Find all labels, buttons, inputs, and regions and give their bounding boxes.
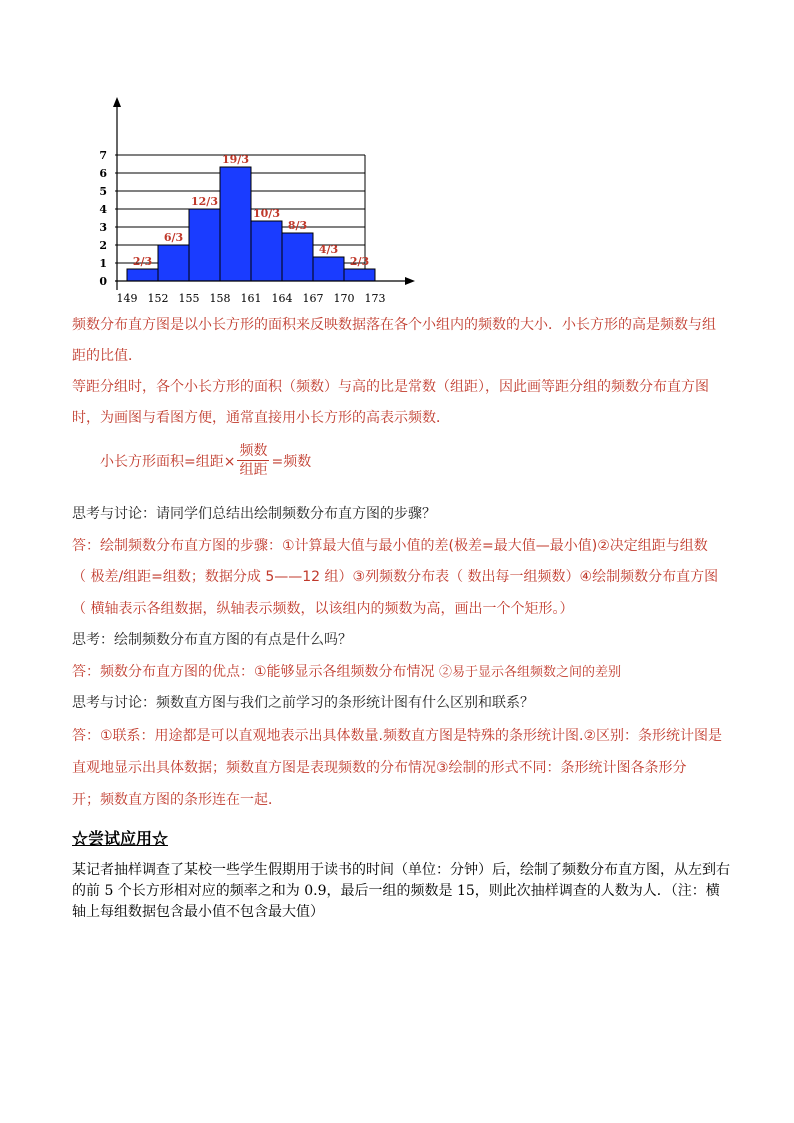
practice-question: 某记者抽样调查了某校一些学生假期用于读书的时间（单位：分钟）后，绘制了频数分布直方图，从左到右的前 5 个长方形相对应的频率之和为 0.9，最后一组的频数是 15，则此次抽样调查的人数为人．（注：横轴上每组数据包含最小值不包含最大值） xyxy=(72,862,730,920)
formula-lhs: 小长方形面积=组距× xyxy=(100,453,236,470)
answer-1-line-1: 答：绘制频数分布直方图的步骤：①计算最大值与最小值的差(极差=最大值—最小值)②决定组距与组数 xyxy=(72,538,708,554)
histogram-bar xyxy=(189,209,220,281)
y-tick-label: 4 xyxy=(99,203,107,216)
paragraph-1-line-2: 距的比值． xyxy=(72,348,142,364)
x-tick-label: 152 xyxy=(147,292,169,305)
answer-2-part-1: 答：频数分布直方图的优点：①能够显示各组频数分布情况 xyxy=(72,664,435,680)
formula-rhs: =频数 xyxy=(271,453,312,470)
y-tick-label: 0 xyxy=(99,275,107,288)
paragraph-2-line-2: 时，为画图与看图方便，通常直接用小长方形的高表示频数． xyxy=(72,410,450,426)
section-heading: ☆尝试应用☆ xyxy=(72,829,169,848)
histogram-bar xyxy=(127,269,158,281)
histogram-bar xyxy=(220,167,251,281)
answer-2 xyxy=(72,663,736,682)
histogram-bar xyxy=(251,221,282,281)
answer-1-line-2: （ 极差/组距=组数；数据分成 5——12 组）③列频数分布表（ 数出每一组频数）④绘制频数分布直方图 xyxy=(72,569,719,585)
discussion-question-1: 思考与讨论：请同学们总结出绘制频数分布直方图的步骤？ xyxy=(72,506,436,522)
x-tick-label: 149 xyxy=(116,292,138,305)
answer-1-line-3: （ 横轴表示各组数据，纵轴表示频数，以该组内的频数为高，画出一个个矩形。） xyxy=(72,601,574,617)
frequency-histogram xyxy=(90,95,420,305)
formula-denominator: 组距 xyxy=(239,462,268,478)
x-axis-arrow xyxy=(405,277,415,285)
area-formula xyxy=(100,442,311,486)
bar-data-label: 2/3 xyxy=(349,254,370,268)
bar-data-label: 19/3 xyxy=(222,153,249,167)
x-tick-label: 155 xyxy=(178,292,200,305)
bar-data-label: 4/3 xyxy=(318,243,339,257)
x-tick-label: 167 xyxy=(302,292,324,305)
formula-fraction xyxy=(237,442,269,479)
formula-numerator: 频数 xyxy=(239,443,268,459)
paragraph-2-line-1: 等距分组时，各个小长方形的面积（频数）与高的比是常数（组距），因此画等距分组的频数分布直方图 xyxy=(72,379,709,395)
discussion-question-2: 思考：绘制频数分布直方图的有点是什么吗？ xyxy=(72,632,352,648)
bar-data-label: 8/3 xyxy=(287,218,308,232)
paragraph-1-line-1: 频数分布直方图是以小长方形的面积来反映数据落在各个小组内的频数的大小．小长方形的高是频数与组 xyxy=(72,317,716,333)
x-tick-label: 173 xyxy=(364,292,386,305)
answer-3-line-1: 答：①联系：用途都是可以直观地表示出具体数量.频数直方图是特殊的条形统计图.②区别：条形统计图是 xyxy=(72,728,722,744)
x-tick-label: 158 xyxy=(209,292,231,305)
x-tick-label: 170 xyxy=(333,292,355,305)
bar-data-label: 6/3 xyxy=(163,231,184,244)
discussion-question-3: 思考与讨论：频数直方图与我们之前学习的条形统计图有什么区别和联系？ xyxy=(72,695,534,711)
y-tick-label: 7 xyxy=(99,149,107,162)
y-axis-arrow xyxy=(113,97,121,107)
answer-3-line-3: 开；频数直方图的条形连在一起． xyxy=(72,792,282,808)
bar-data-label: 12/3 xyxy=(191,195,218,208)
y-tick-label: 1 xyxy=(99,257,107,270)
histogram-bar xyxy=(158,245,189,281)
x-tick-label: 164 xyxy=(271,292,293,305)
bar-data-label: 2/3 xyxy=(132,254,153,268)
histogram-bar xyxy=(282,233,313,281)
y-tick-label: 2 xyxy=(99,239,107,252)
y-tick-label: 5 xyxy=(99,185,107,198)
y-tick-label: 6 xyxy=(99,167,107,180)
x-tick-label: 161 xyxy=(240,292,262,305)
histogram-bar xyxy=(344,269,375,281)
answer-2-part-2: ②易于显示各组频数之间的差别 xyxy=(439,665,622,680)
bar-data-label: 10/3 xyxy=(253,207,280,221)
histogram-bar xyxy=(313,257,344,281)
y-tick-label: 3 xyxy=(99,221,107,234)
answer-3-line-2: 直观地显示出具体数据；频数直方图是表现频数的分布情况③绘制的形式不同：条形统计图各条形分 xyxy=(72,760,687,776)
